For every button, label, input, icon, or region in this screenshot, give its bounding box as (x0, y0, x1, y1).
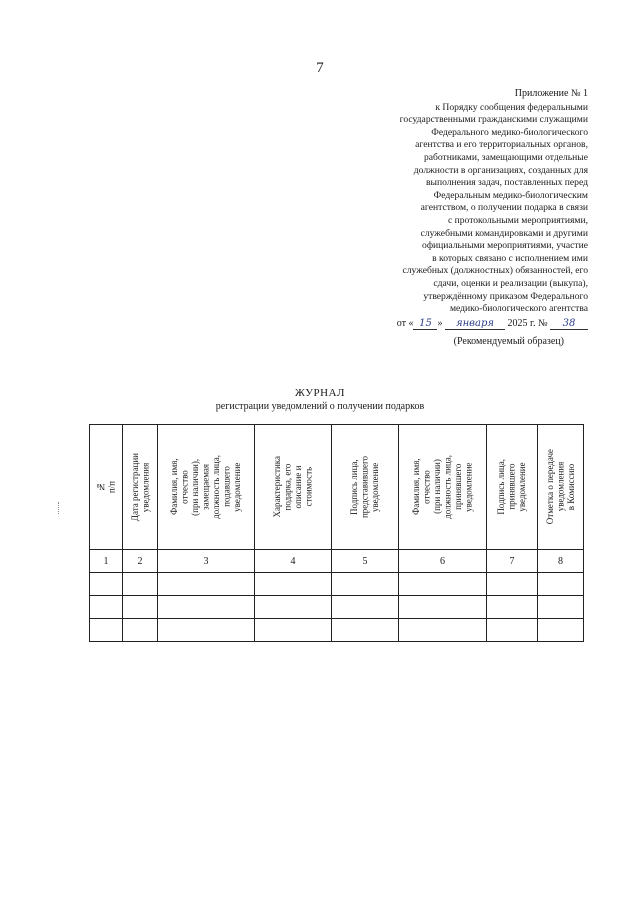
empty-cell (123, 619, 158, 642)
column-header: Подпись лица, принявшего уведомление (487, 425, 538, 550)
appendix-line: утверждённому приказом Федерального (423, 290, 588, 302)
appendix-title: Приложение № 1 (514, 88, 588, 99)
column-number: 6 (399, 550, 487, 573)
appendix-line: агентством, о получении подарка в связи (420, 202, 588, 214)
appendix-line: служебных (должностных) обязанностей, его (402, 265, 588, 277)
empty-cell (255, 573, 332, 596)
margin-mark (58, 502, 61, 514)
appendix-line: государственными гражданскими служащими (399, 114, 588, 126)
journal-table (89, 424, 584, 642)
empty-cell (90, 596, 123, 619)
date-mid: » (437, 317, 443, 329)
empty-cell (332, 573, 399, 596)
appendix-line: в которых связано с исполнением ими (432, 252, 588, 264)
appendix-line: Федерального медико-биологического (431, 126, 588, 138)
empty-cell (90, 573, 123, 596)
empty-cell (158, 573, 255, 596)
number-prefix: № (537, 317, 548, 329)
appendix-line: агентства и его территориальных органов, (415, 139, 588, 151)
empty-cell (158, 619, 255, 642)
empty-cell (255, 619, 332, 642)
empty-cell (538, 619, 584, 642)
empty-cell (399, 596, 487, 619)
appendix-block (338, 88, 588, 330)
empty-cell (399, 619, 487, 642)
empty-cell (332, 596, 399, 619)
column-header: Дата регистрации уведомления (123, 425, 158, 550)
column-header: Подпись лица, представившего уведомление (332, 425, 399, 550)
appendix-line: работниками, замещающими отдельные (423, 151, 588, 163)
column-number: 8 (538, 550, 584, 573)
column-number: 4 (255, 550, 332, 573)
appendix-line: должности в организациях, созданных для (413, 164, 588, 176)
column-number: 2 (123, 550, 158, 573)
empty-cell (487, 573, 538, 596)
column-header: Фамилия, имя, отчество (при наличии), замещаемая должность лица, подавшего уведомление (158, 425, 255, 550)
column-number: 5 (332, 550, 399, 573)
empty-cell (399, 573, 487, 596)
appendix-line: медико-биологического агентства (449, 303, 588, 315)
appendix-line: выполнения задач, поставленных перед (425, 177, 588, 189)
column-number: 7 (487, 550, 538, 573)
appendix-line: сдачи, оценки и реализации (выкупа), (433, 277, 588, 289)
appendix-line: к Порядку сообщения федеральными (435, 101, 588, 113)
empty-cell (487, 619, 538, 642)
empty-cell (332, 619, 399, 642)
column-number: 1 (90, 550, 123, 573)
column-header: Отметка о передаче уведомления в Комиссию (538, 425, 584, 550)
handwritten-order-number: 38 (550, 318, 588, 330)
empty-cell (90, 619, 123, 642)
date-year: 2025 г. (507, 317, 536, 329)
page-number: 7 (316, 60, 324, 76)
appendix-line: с протокольными мероприятиями, (447, 214, 588, 226)
journal-subtitle: регистрации уведомлений о получении подарков (215, 401, 425, 412)
appendix-line: Федеральным медико-биологическим (433, 189, 588, 201)
empty-cell (123, 573, 158, 596)
table-row (90, 596, 584, 619)
column-number: 3 (158, 550, 255, 573)
table-row (90, 619, 584, 642)
handwritten-month: января (445, 318, 505, 330)
journal-title: ЖУРНАЛ (295, 387, 345, 399)
sample-label: (Рекомендуемый образец) (453, 336, 564, 347)
empty-cell (487, 596, 538, 619)
handwritten-day: 15 (413, 318, 437, 330)
appendix-line: официальными мероприятиями, участие (422, 240, 588, 252)
column-number-row (90, 550, 584, 573)
column-header: Фамилия, имя, отчество (при наличии) должность лица, принявшего уведомление (399, 425, 487, 550)
empty-cell (255, 596, 332, 619)
table-header-row (90, 425, 584, 550)
empty-cell (538, 596, 584, 619)
appendix-line: служебными командировками и другими (420, 227, 588, 239)
order-date-line (338, 318, 588, 331)
date-prefix: от « (396, 317, 414, 329)
empty-cell (123, 596, 158, 619)
column-header: Характеристика подарка, его описание и стоимость (255, 425, 332, 550)
table-row (90, 573, 584, 596)
empty-cell (538, 573, 584, 596)
column-header: № п/п (90, 425, 123, 550)
empty-cell (158, 596, 255, 619)
